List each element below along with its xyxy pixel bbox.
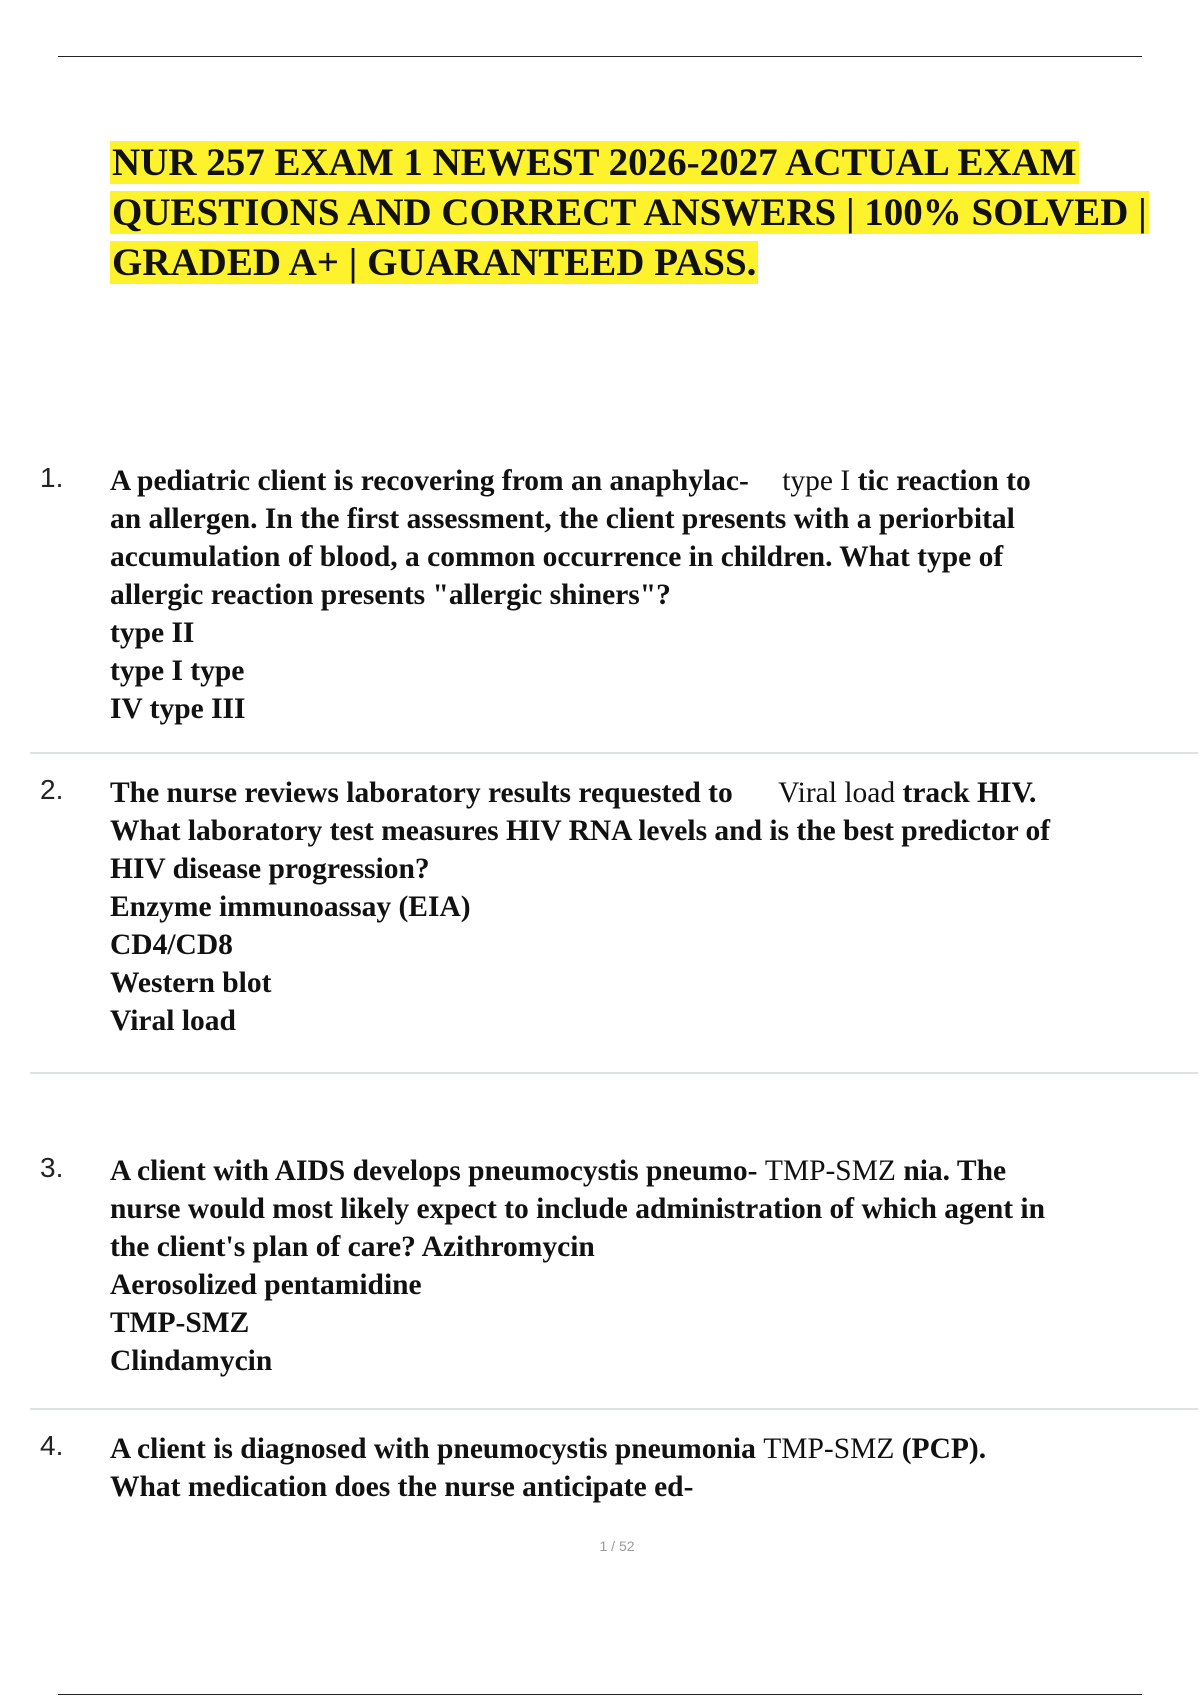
answer-option: Enzyme immunoassay (EIA) [110, 891, 471, 923]
question-1 [40, 462, 1180, 728]
answer-option: Aerosolized pentamidine [110, 1269, 422, 1301]
title-line: QUESTIONS AND CORRECT ANSWERS | 100% SOLVED | [112, 191, 1147, 234]
question-2 [40, 774, 1180, 1040]
question-divider [30, 1408, 1198, 1410]
stem-line: an allergen. In the first assessment, the client presents with a periorbital [110, 503, 1015, 535]
stem-text: nia. The [903, 1155, 1007, 1187]
stem-line: What medication does the nurse anticipate ed- [110, 1471, 694, 1503]
question-3 [40, 1152, 1180, 1380]
answer-option: Clindamycin [110, 1345, 273, 1377]
correct-answer: TMP-SMZ [764, 1155, 896, 1187]
stem-line: the client's plan of care? Azithromycin [110, 1231, 595, 1263]
stem-text: tic reaction to [857, 465, 1031, 497]
answer-option: type II [110, 617, 195, 649]
answer-option: Western blot [110, 967, 272, 999]
question-stem [110, 1430, 1180, 1468]
answer-option: IV type III [110, 693, 246, 725]
stem-text: (PCP). [901, 1433, 987, 1465]
question-divider [30, 752, 1198, 754]
stem-line: What laboratory test measures HIV RNA levels and is the best predictor of [110, 815, 1051, 847]
answer-option: CD4/CD8 [110, 929, 233, 961]
stem-text: A client is diagnosed with pneumocystis pneumonia [110, 1433, 756, 1465]
question-number: 4. [40, 1430, 64, 1461]
question-4 [40, 1430, 1180, 1506]
answer-option: TMP-SMZ [110, 1307, 250, 1339]
stem-line: HIV disease progression? [110, 853, 430, 885]
stem-line: nurse would most likely expect to include administration of which agent in [110, 1193, 1046, 1225]
title-line: NUR 257 EXAM 1 NEWEST 2026-2027 ACTUAL EXAM [112, 141, 1077, 184]
stem-line: allergic reaction presents "allergic shiners"? [110, 579, 671, 611]
question-stem [110, 774, 1180, 812]
question-stem [110, 462, 1180, 500]
stem-text: A pediatric client is recovering from an anaphylac- [110, 465, 749, 497]
stem-line: accumulation of blood, a common occurrence in children. What type of [110, 541, 1004, 573]
title-line: GRADED A+ | GUARANTEED PASS. [112, 241, 757, 284]
document-title [110, 138, 1190, 288]
correct-answer: TMP-SMZ [763, 1433, 895, 1465]
correct-answer: type I [782, 465, 851, 497]
page-indicator: 1 / 52 [599, 1538, 635, 1554]
top-rule [58, 56, 1142, 57]
correct-answer: Viral load [778, 777, 896, 809]
stem-text: A client with AIDS develops pneumocystis pneumo- [110, 1155, 758, 1187]
answer-option: Viral load [110, 1005, 236, 1037]
stem-text: track HIV. [902, 777, 1037, 809]
answer-option: type I type [110, 655, 245, 687]
question-number: 2. [40, 774, 64, 805]
question-number: 3. [40, 1152, 64, 1183]
stem-text: The nurse reviews laboratory results requested to [110, 777, 733, 809]
question-stem [110, 1152, 1180, 1190]
bottom-rule [58, 1694, 1142, 1695]
question-divider [30, 1072, 1198, 1074]
question-number: 1. [40, 462, 64, 493]
